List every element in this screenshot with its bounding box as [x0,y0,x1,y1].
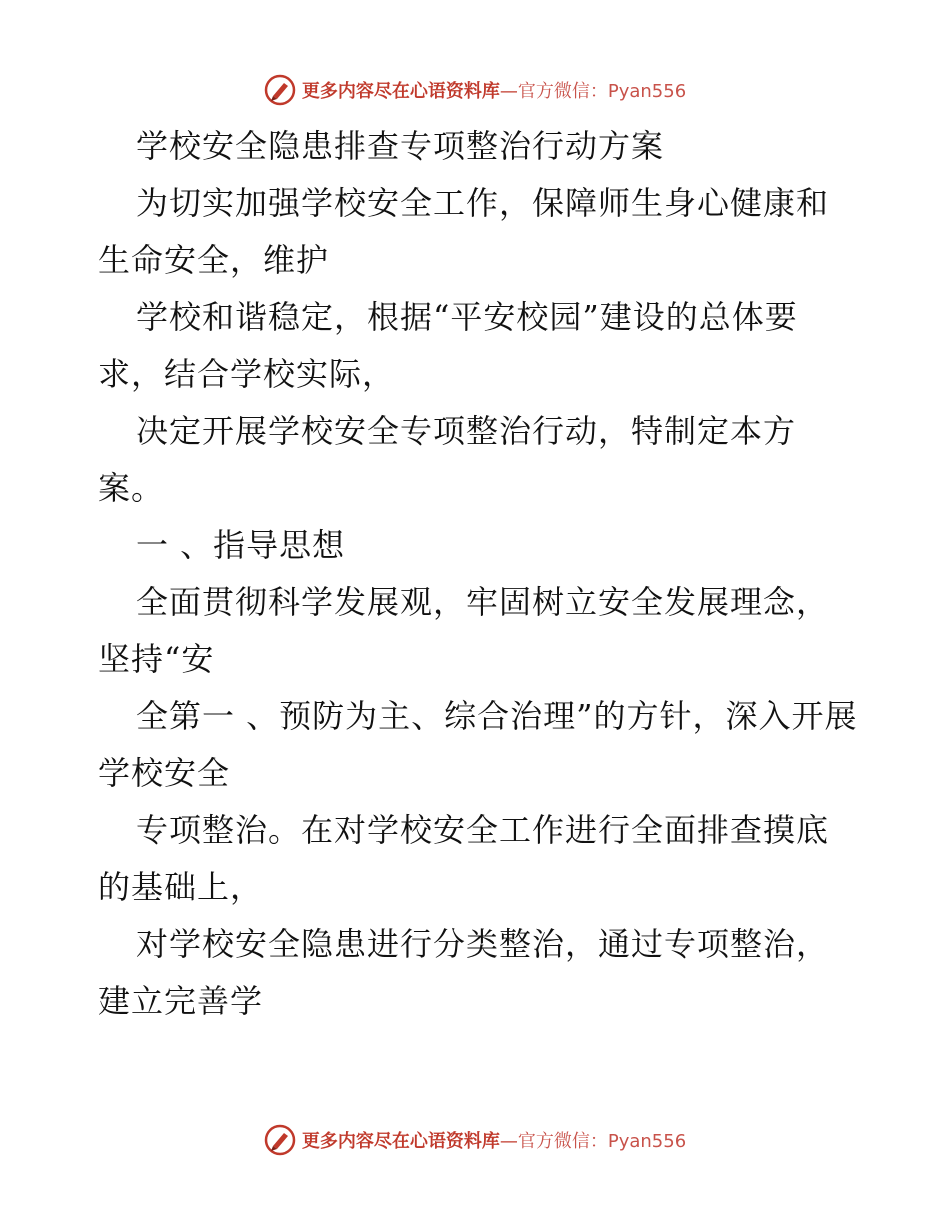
document-title: 学校安全隐患排查专项整治行动方案 [136,127,665,165]
paragraph-5: 全面贯彻科学发展观，牢固树立安全发展理念，坚持“安 [98,583,830,678]
pen-logo-icon [264,74,296,106]
header-dash: — [499,81,518,102]
pen-logo-icon [264,1124,296,1156]
footer-dash: — [499,1131,518,1152]
document-body [98,118,858,1030]
footer-banner-text [302,1127,686,1153]
header-brand: 更多内容尽在心语资料库 [301,81,500,102]
header-watermark-banner [0,70,950,110]
section-heading-guiding-ideology: 一 、指导思想 [136,526,346,564]
footer-brand: 更多内容尽在心语资料库 [301,1131,500,1152]
paragraph-2: 学校和谐稳定，根据“平安校园”建设的总体要求，结合学校实际， [98,298,798,393]
paragraph-7: 专项整治。在对学校安全工作进行全面排查摸底的基础上， [98,811,830,906]
header-banner-text [302,77,686,103]
header-wechat-label: 官方微信： [517,81,608,102]
paragraph-1: 为切实加强学校安全工作，保障师生身心健康和生命安全，维护 [98,184,830,279]
footer-wechat-label: 官方微信： [517,1131,608,1152]
footer-wechat-id: Pyan556 [607,1131,687,1152]
header-wechat-id: Pyan556 [607,81,687,102]
paragraph-8: 对学校安全隐患进行分类整治，通过专项整治，建立完善学 [98,925,830,1020]
paragraph-3: 决定开展学校安全专项整治行动，特制定本方案。 [98,412,797,507]
footer-watermark-banner [0,1120,950,1160]
paragraph-6: 全第一 、预防为主、综合治理”的方针，深入开展学校安全 [98,697,858,792]
